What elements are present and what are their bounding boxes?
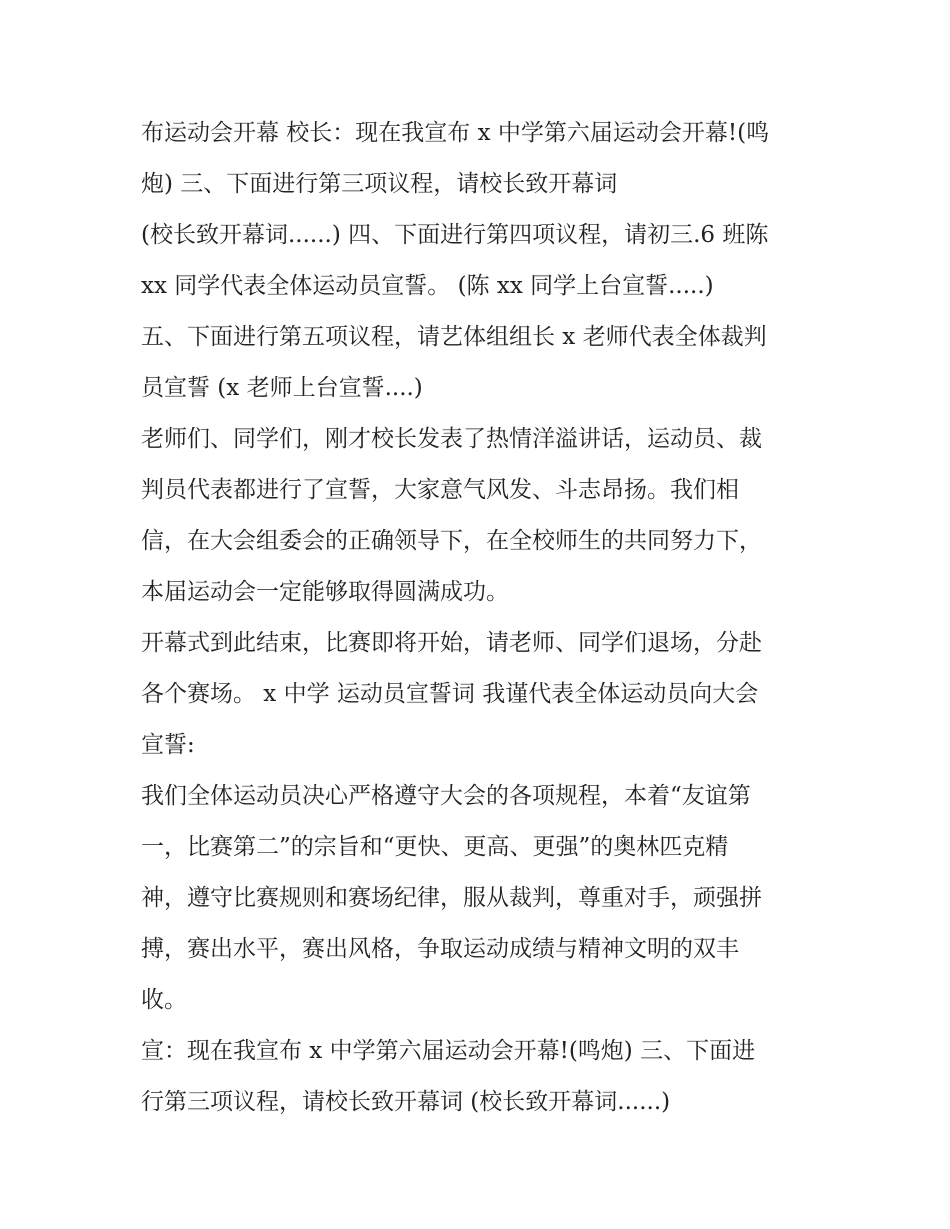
document-body <box>141 108 821 1128</box>
text-line: 各个赛场。 x 中学 运动员宣誓词 我谨代表全体运动员向大会 <box>141 681 759 707</box>
text-line: 开幕式到此结束，比赛即将开始，请老师、同学们退场，分赴 <box>141 630 762 656</box>
text-line: 判员代表都进行了宣誓，大家意气风发、斗志昂扬。我们相 <box>141 477 739 503</box>
text-line: 宣：现在我宣布 x 中学第六届运动会开幕!(鸣炮) 三、下面进 <box>141 1038 756 1064</box>
text-line: 行第三项议程，请校长致开幕词 (校长致开幕词......) <box>141 1089 671 1115</box>
text-line: 炮) 三、下面进行第三项议程，请校长致开幕词 <box>141 171 618 197</box>
text-line: 老师们、同学们，刚才校长发表了热情洋溢讲话，运动员、裁 <box>141 426 762 452</box>
text-line: 神，遵守比赛规则和赛场纪律，服从裁判，尊重对手，顽强拼 <box>141 885 762 911</box>
text-line: 我们全体运动员决心严格遵守大会的各项规程，本着“友谊第 <box>141 783 751 809</box>
text-line: 五、下面进行第五项议程，请艺体组组长 x 老师代表全体裁判 <box>141 324 767 350</box>
text-line: 收。 <box>141 987 187 1013</box>
text-line: (校长致开幕词......) 四、下面进行第四项议程，请初三.6 班陈 <box>141 222 769 248</box>
text-line: 宣誓: <box>141 732 195 758</box>
text-line: 员宣誓 (x 老师上台宣誓....) <box>141 375 423 401</box>
text-line: 信，在大会组委会的正确领导下，在全校师生的共同努力下， <box>141 528 762 554</box>
text-line: 一，比赛第二”的宗旨和“更快、更高、更强”的奥林匹克精 <box>141 834 729 860</box>
text-line: xx 同学代表全体运动员宣誓。 (陈 xx 同学上台宣誓.....) <box>141 273 714 299</box>
text-line: 搏，赛出水平，赛出风格，争取运动成绩与精神文明的双丰 <box>141 936 739 962</box>
text-line: 本届运动会一定能够取得圆满成功。 <box>141 579 509 605</box>
text-line: 布运动会开幕 校长：现在我宣布 x 中学第六届运动会开幕!(鸣 <box>141 120 770 146</box>
